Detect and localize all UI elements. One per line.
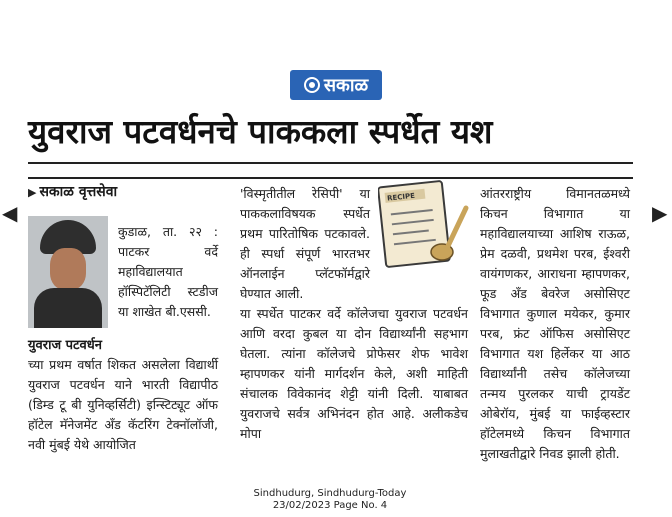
masthead-logo [290,70,382,100]
arrow-right-icon[interactable]: ▶ [652,201,668,225]
article-col1-bottom: च्या प्रथम वर्षात शिकत असलेला विद्यार्थी युवराज पटवर्धन याने भारती विद्यापीठ (डिम्ड टू बी युनिव्हर्सिटी) इन्स्टिट्यूट ऑफ हॉटेल मॅनेजमेंट अँड कॅटरिंग टेक्नॉलॉजी, नवी मुंबई येथे आयोजित [28,357,218,452]
article-col3: आंतरराष्ट्रीय विमानतळमध्ये किचन विभागात या महाविद्यालयाच्या आशिष राऊळ, प्रेम दळवी, प्रथमेश परब, ईश्वरी वायंगणकर, आराधना म्हापणकर, फूड अँड बेवरेज असोसिएट विभागात कुणाल मयेकर, कुमार परब, फ्रंट ऑफिस असोसिएट विभागात यश हिर्लेकर या आठ विद्यार्थ्यांनी तसेच कॉलेजच्या तन्मय पुरलकर याची ट्रायडेंट ओबेरॉय, मुंबई या फाईव्हस्टार हॉटेलमध्ये किचन विभागात मुलाखतीद्वारे निवड झाली होती. [480,186,630,461]
headline: युवराज पटवर्धनचे पाककला स्पर्धेत यश [28,112,493,151]
headline-rule-bottom [28,177,633,179]
photo-caption: युवराज पटवर्धन [28,338,102,353]
recipe-card-label: RECIPE [386,191,416,203]
article-col1-side: कुडाळ, ता. २२ : पाटकर वर्दे महाविद्यालयात हॉस्पिटॅलिटी स्टडीज या शाखेत बी.एससी. [118,224,218,319]
article-col2-top: 'विस्मृतीतील रेसिपी' या पाककलाविषयक स्पर्धेत प्रथम पारितोषिक पटकावले. ही स्पर्धा संपूर्ण भारतभर ऑनलाईन प्लॅटफॉर्मद्वारे घेण्यात आली. [240,186,370,301]
byline [28,182,117,201]
article-col2-bottom: या स्पर्धेत पाटकर वर्दे कॉलेजचा युवराज पटवर्धन आणि वरदा कुबल या दोन विद्यार्थ्यांनी सहभाग घेतला. त्यांना कॉलेजचे प्रोफेसर शेफ भावेश म्हापणकर यांनी मार्गदर्शन केले, अशी माहिती संचालक विवेकानंद शेट्टी यांनी दिली. याबाबत युवराजचे सर्वत्र अभिनंदन होत आहे. अलीकडेच मोपा [240,306,468,441]
recipe-card-illustration [378,178,470,268]
reporter-photo [28,216,108,328]
byline-text: सकाळ वृत्तसेवा [39,184,118,200]
footer-edition: Sindhudurg, Sindhudurg-Today [253,488,407,499]
sakal-emblem-icon [304,77,320,93]
masthead-name: सकाळ [323,75,369,96]
page-footer [200,488,460,512]
headline-rule-top [28,162,633,164]
bullet-icon: ▶ [28,186,37,199]
arrow-left-icon[interactable]: ◀ [2,201,18,225]
footer-date-page: 23/02/2023 Page No. 4 [272,500,388,511]
